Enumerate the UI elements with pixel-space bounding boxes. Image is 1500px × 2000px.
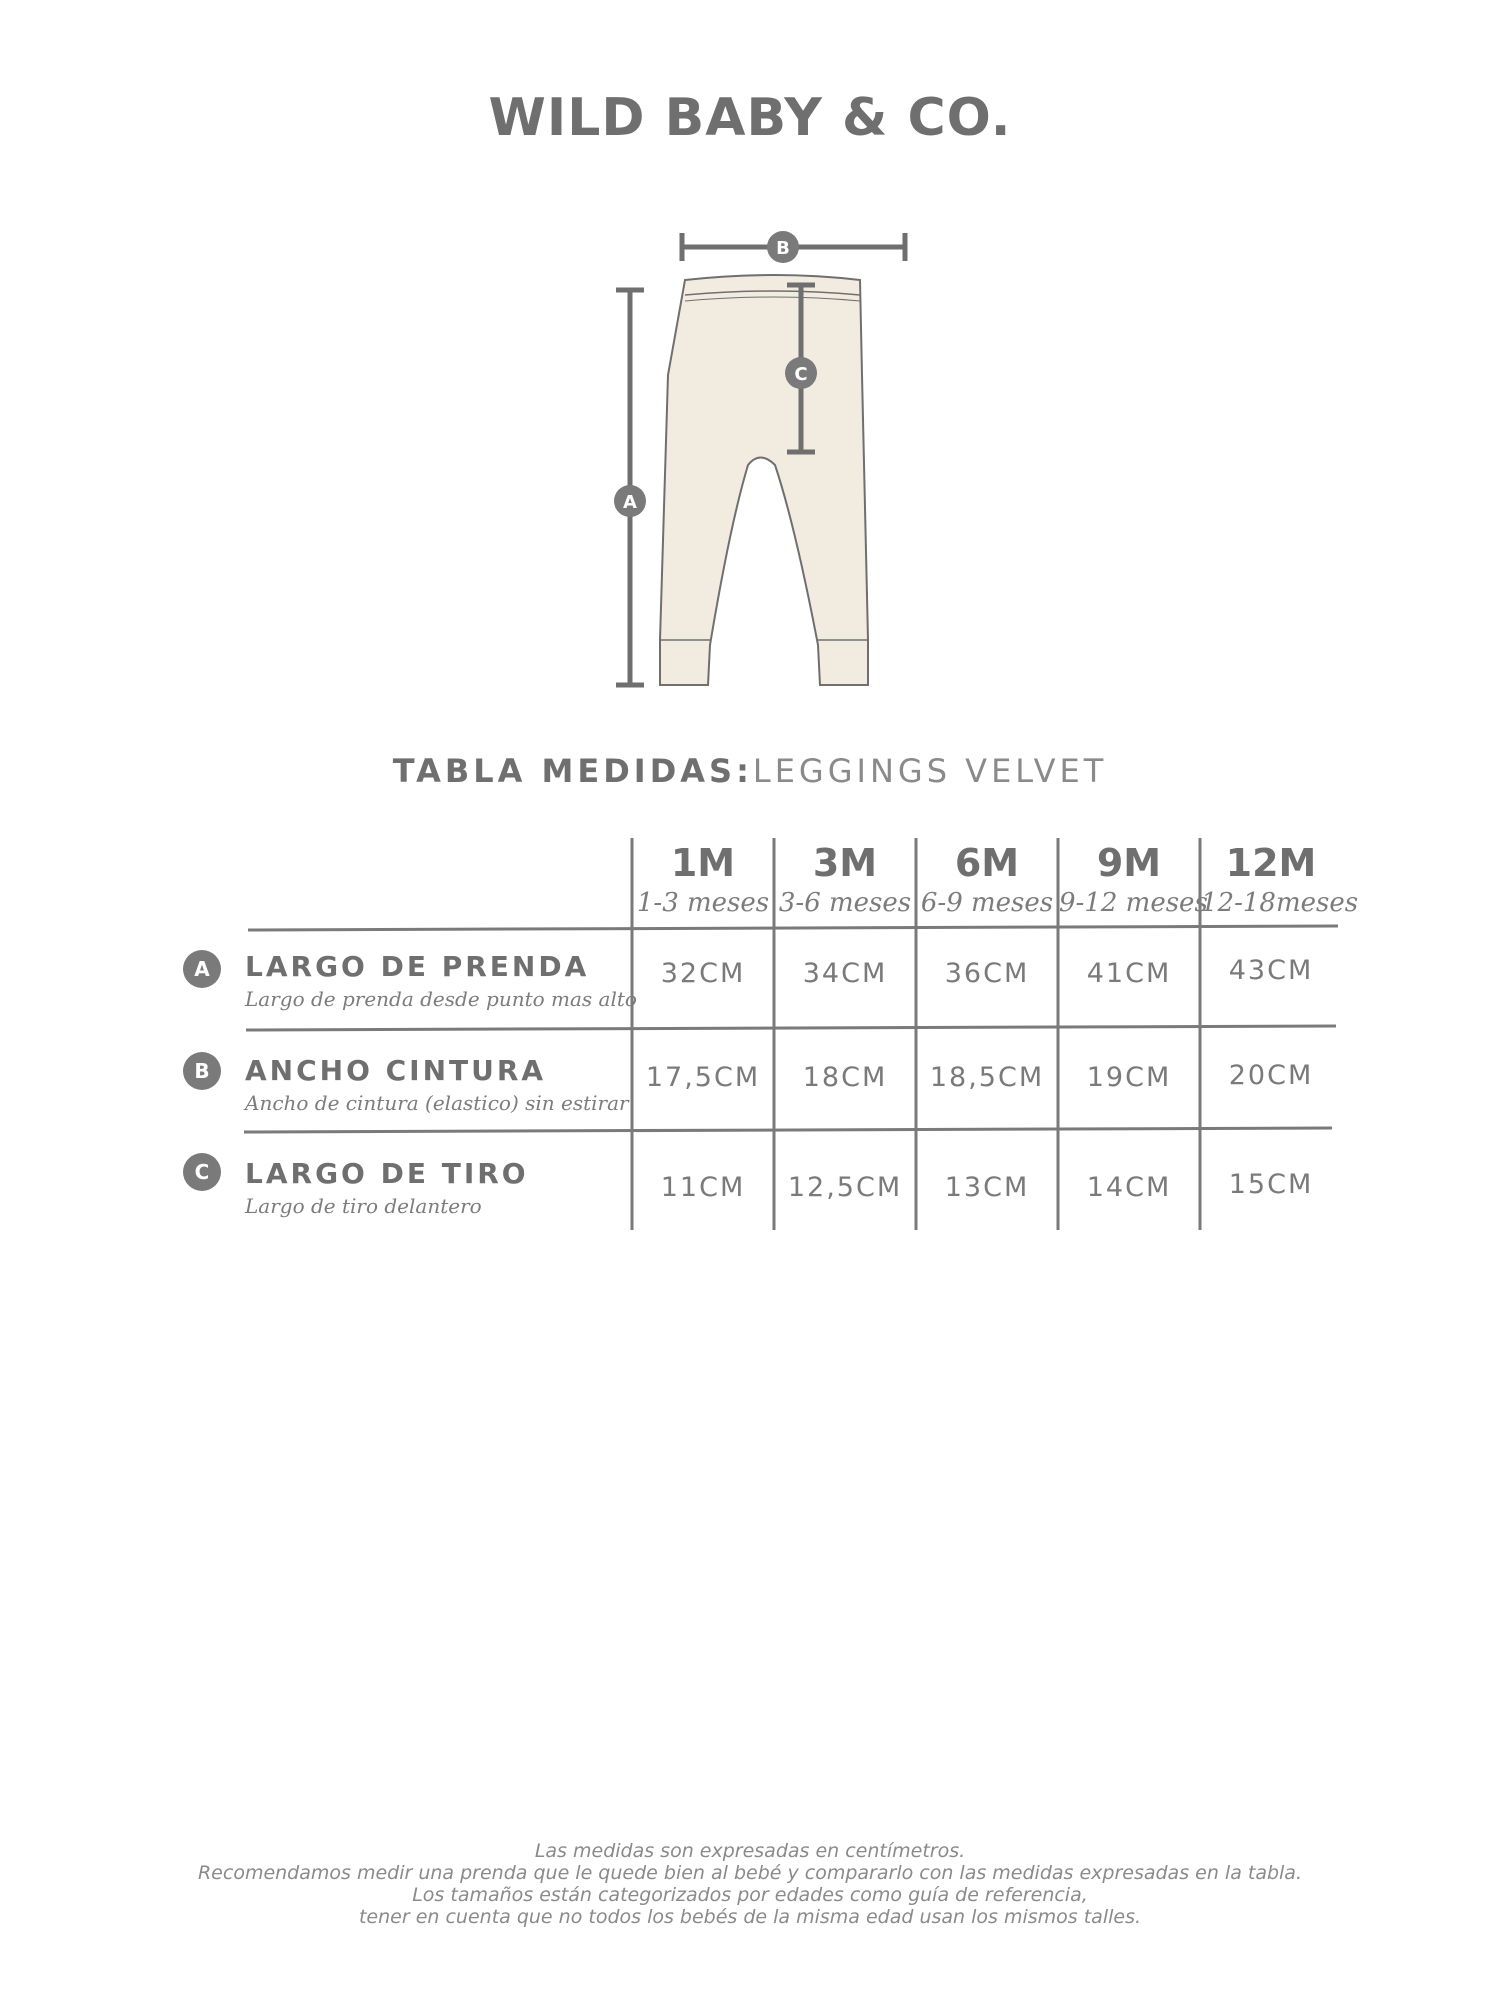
row-description: Ancho de cintura (elastico) sin estirar xyxy=(245,1091,629,1115)
row-description: Largo de prenda desde punto mas alto xyxy=(245,987,637,1011)
table-title-product: LEGGINGS VELVET xyxy=(752,752,1108,790)
row-title: ANCHO CINTURA xyxy=(245,1054,547,1087)
size-range: 1-3 meses xyxy=(636,888,770,918)
size-header-9m xyxy=(1059,840,1208,920)
row-label-ancho-cintura xyxy=(245,1054,629,1115)
leggings-diagram xyxy=(590,225,930,705)
size-header-12m xyxy=(1201,840,1359,920)
diagram-label-c: C xyxy=(794,364,808,385)
row-label-largo-tiro xyxy=(245,1157,529,1218)
row-label-largo-prenda xyxy=(245,950,637,1011)
size-code: 3M xyxy=(812,841,878,885)
size-range: 6-9 meses xyxy=(920,888,1054,918)
size-code: 9M xyxy=(1096,841,1162,885)
table-cell: 14CM xyxy=(1086,1172,1172,1203)
table-cell: 12,5CM xyxy=(787,1172,903,1203)
size-header-3m xyxy=(775,840,915,920)
diagram-label-b: B xyxy=(776,238,790,259)
footer-line: Los tamaños están categorizados por edades como guía de referencia, xyxy=(412,1884,1088,1906)
table-cell: 36CM xyxy=(944,958,1030,989)
row-description: Largo de tiro delantero xyxy=(245,1194,482,1218)
size-code: 6M xyxy=(954,841,1020,885)
size-code: 1M xyxy=(670,841,736,885)
table-cell: 43CM xyxy=(1228,955,1314,986)
brand-title: WILD BABY & CO. xyxy=(488,88,1012,148)
leggings-illustration xyxy=(660,275,868,685)
row-title: LARGO DE PRENDA xyxy=(245,950,590,983)
size-range: 9-12 meses xyxy=(1059,888,1208,918)
table-cell: 20CM xyxy=(1228,1060,1314,1091)
table-cell: 17,5CM xyxy=(645,1062,761,1093)
footer-notes xyxy=(0,1840,1500,1928)
row-badge-c: C xyxy=(183,1153,221,1191)
table-title-bold: TABLA MEDIDAS: xyxy=(392,752,753,790)
table-cell: 19CM xyxy=(1086,1062,1172,1093)
size-code: 12M xyxy=(1225,841,1317,885)
footer-line: Las medidas son expresadas en centímetros. xyxy=(534,1840,966,1862)
table-cell: 41CM xyxy=(1086,958,1172,989)
row-badge-b: B xyxy=(183,1052,221,1090)
table-title xyxy=(0,752,1500,790)
footer-line: tener en cuenta que no todos los bebés de la misma edad usan los mismos talles. xyxy=(358,1906,1142,1928)
table-cell: 18,5CM xyxy=(929,1062,1045,1093)
table-cell: 18CM xyxy=(802,1062,888,1093)
table-cell: 15CM xyxy=(1228,1169,1314,1200)
size-range: 12-18meses xyxy=(1201,888,1359,918)
table-cell: 13CM xyxy=(944,1172,1030,1203)
footer-line: Recomendamos medir una prenda que le quede bien al bebé y compararlo con las medidas expresadas en la tabla. xyxy=(197,1862,1302,1884)
size-header-6m xyxy=(917,840,1057,920)
table-cell: 32CM xyxy=(660,958,746,989)
diagram-label-a: A xyxy=(623,492,637,513)
size-header-1m xyxy=(633,840,773,920)
table-cell: 34CM xyxy=(802,958,888,989)
table-cell: 11CM xyxy=(660,1172,746,1203)
size-range: 3-6 meses xyxy=(778,888,912,918)
row-title: LARGO DE TIRO xyxy=(245,1157,529,1190)
row-badge-a: A xyxy=(183,950,221,988)
